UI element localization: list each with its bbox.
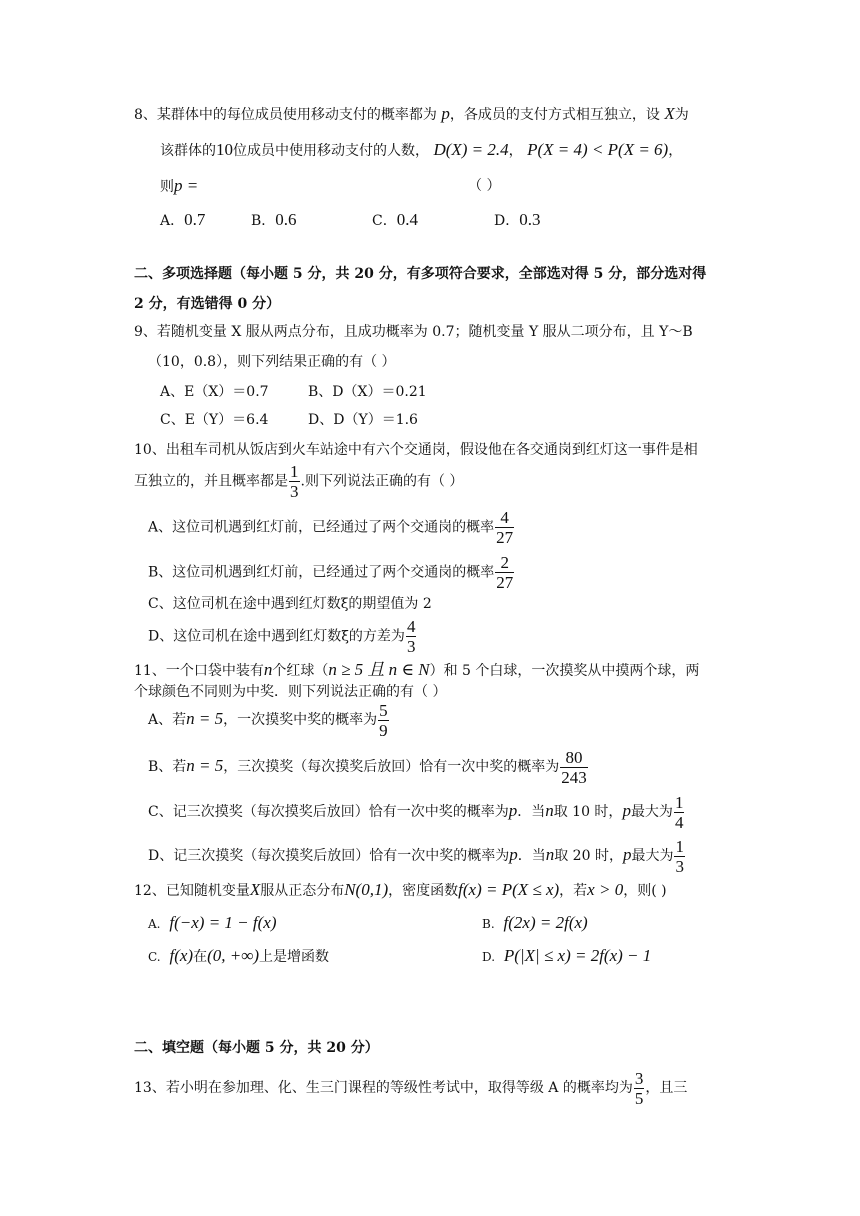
q9-option-a: A、E（X）＝0.7 [160,384,269,400]
q11-line2: 个球颜色不同则为中奖．则下列说法正确的有（ ） [134,684,447,700]
q12-option-c: C. f(x)在(0, +∞)上是增函数 [148,946,329,965]
q8-option-d: D．0.3 [494,210,541,229]
q9-option-c: C、E（Y）＝6.4 [160,412,269,428]
q10-option-a: A、这位司机遇到红灯前，已经通过了两个交通岗的概率 $\frac{4}{27}$ [148,508,514,547]
q10-line1: 10、出租车司机从饭店到火车站途中有六个交通岗，假设他在各交通岗到红灯这一事件是相 [134,442,698,458]
section2-heading-line1: 二、多项选择题（每小题 5 分，共 20 分，有多项符合要求，全部选对得 5 分，部分选对得 [134,266,707,282]
q9-option-b: B、D（X）＝0.21 [308,384,427,400]
q8-line3: 则p = [160,176,199,195]
q9-line2: （10，0.8），则下列结果正确的有（ ） [148,354,396,370]
q8-option-c: C．0.4 [372,210,418,229]
q11-option-d: D、记三次摸奖（每次摸奖后放回）恰有一次中奖的概率为p．当n取 20 时，p最大为 $\frac{1}{3}$ [148,836,684,876]
q8-line2: 该群体的10位成员中使用移动支付的人数， D(X) = 2.4， P(X = 4) < P(X = 6)， [160,140,683,159]
q8-variance: D(X) = 2.4 [433,140,509,159]
q11-line1: 11、一个口袋中装有n个红球（n ≥ 5 且 n ∈ N）和 5 个白球，一次摸奖从中摸两个球，两 [134,660,700,679]
q10-option-b: B、这位司机遇到红灯前，已经通过了两个交通岗的概率 $\frac{2}{27}$ [148,553,514,592]
section2-heading-line2: 2 分，有选错得 0 分） [134,296,281,312]
q8-inequality: P(X = 4) < P(X = 6) [527,140,669,159]
q12-option-b: B. f(2x) = 2f(x) [482,913,588,932]
q10-fraction: $\frac{1}{3}$ [290,462,299,501]
q10-line2: 互独立的，并且概率都是 $\frac{1}{3}$ .则下列说法正确的有（ ） [134,462,464,501]
q8-option-b: B．0.6 [251,210,297,229]
q13-line1: 13、若小明在参加理、化、生三门课程的等级性考试中，取得等级 A 的概率均为 $\frac{3}{5}$ ，且三 [134,1068,688,1108]
q12-option-d: D. P(|X| ≤ x) = 2f(x) − 1 [482,946,652,965]
q11-option-c: C、记三次摸奖（每次摸奖后放回）恰有一次中奖的概率为p．当n取 10 时，p最大为 $\frac{1}{4}$ [148,792,684,832]
q12-option-a: A. f(−x) = 1 − f(x) [148,913,277,932]
q9-option-d: D、D（Y）＝1.6 [308,412,418,428]
q10-option-d: D、这位司机在途中遇到红灯数ξ的方差为 $\frac{4}{3}$ [148,617,416,656]
q9-line1: 9、若随机变量 X 服从两点分布，且成功概率为 0.7；随机变量 Y 服从二项分布，且 Y～B [134,324,693,340]
q8-line1: 8、某群体中的每位成员使用移动支付的概率都为 p，各成员的支付方式相互独立，设 X为 [134,104,689,123]
q13-fraction: $\frac{3}{5}$ [634,1068,644,1108]
q8-answer-paren: （ ） [468,178,501,194]
q8-option-a: A．0.7 [160,210,206,229]
section3-heading: 二、填空题（每小题 5 分，共 20 分） [134,1040,379,1056]
q10-option-c: C、这位司机在途中遇到红灯数ξ的期望值为 2 [148,596,432,612]
q11-option-b: B、若n = 5，三次摸奖（每次摸奖后放回）恰有一次中奖的概率为 $\frac{80}{243}$ [148,747,587,787]
q11-option-a: A、若n = 5，一次摸奖中奖的概率为 $\frac{5}{9}$ [148,700,388,740]
q12-line1: 12、已知随机变量X服从正态分布N(0,1)，密度函数f(x) = P(X ≤ x)，若x > 0，则( ) [134,880,667,899]
